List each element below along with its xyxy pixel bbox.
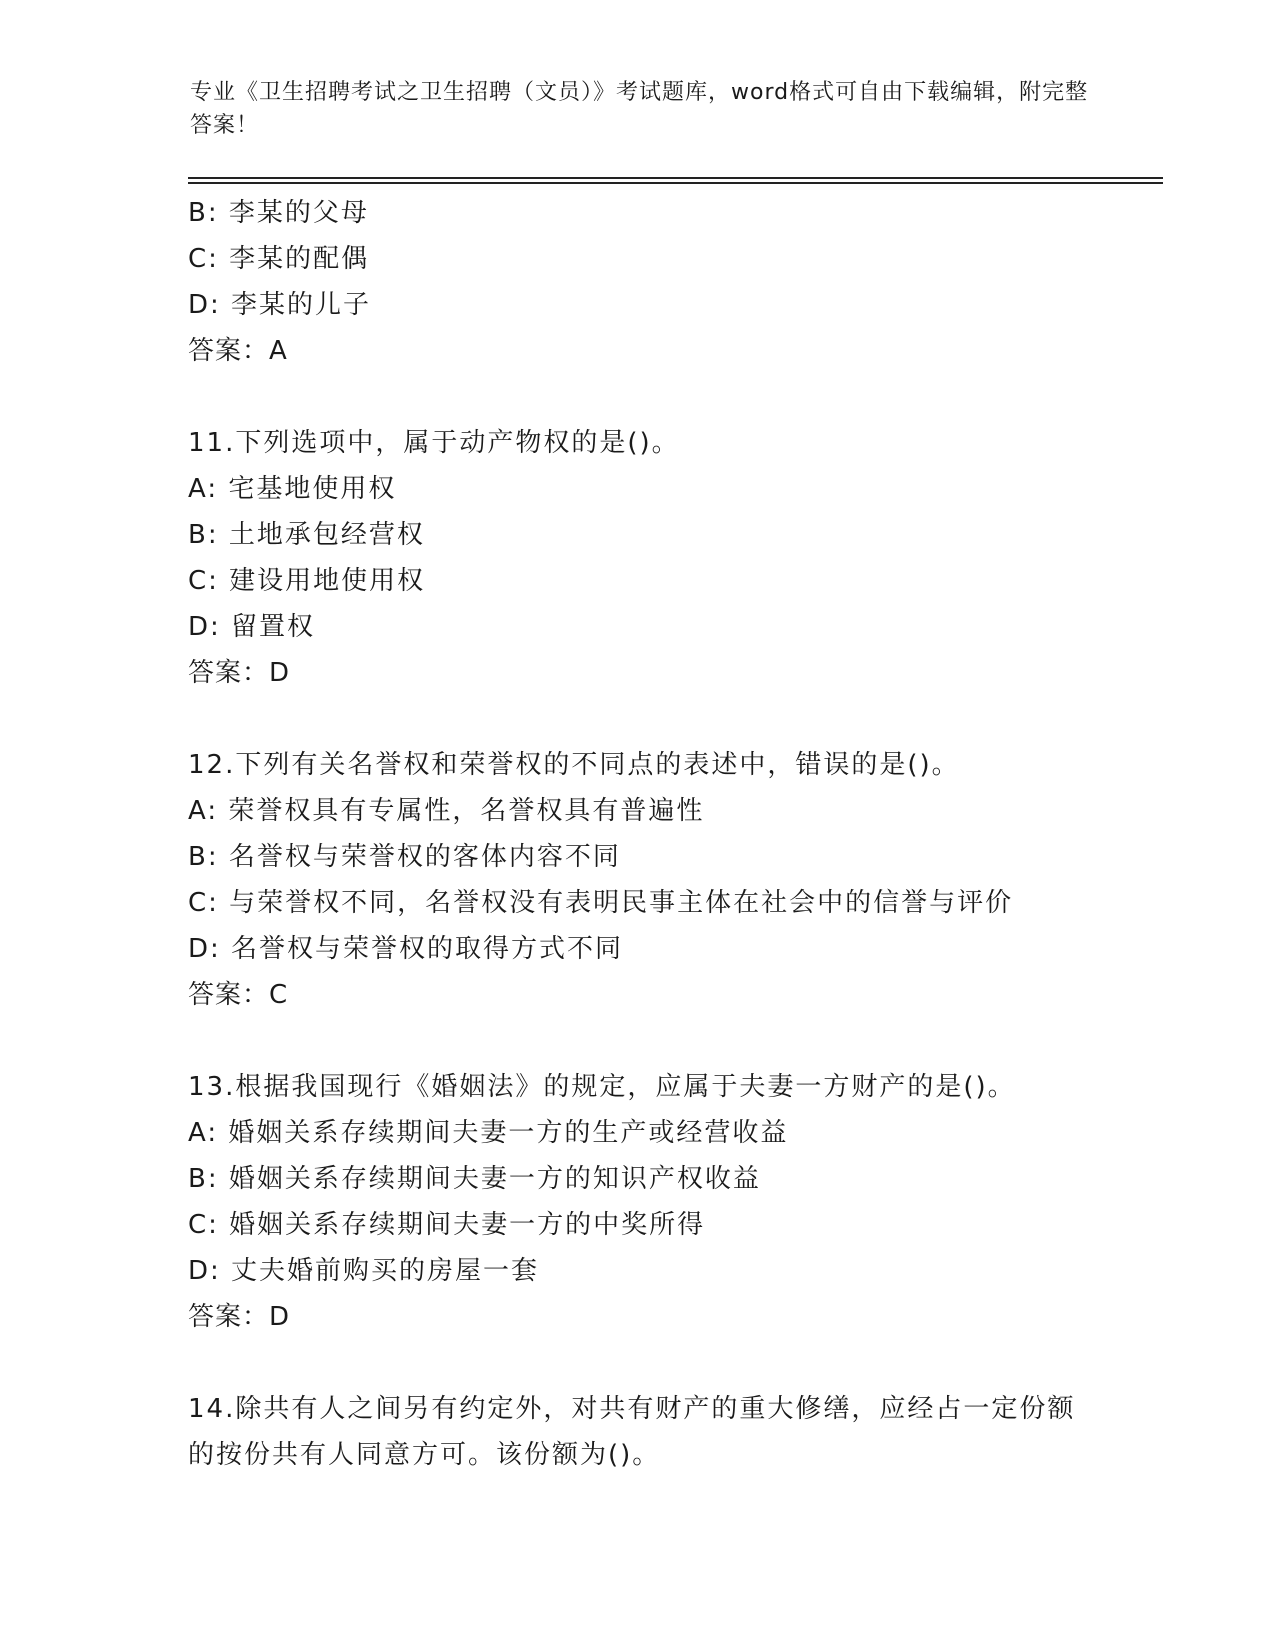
option-b: B: 李某的父母 [188,198,369,228]
question-stem: 12.下列有关名誉权和荣誉权的不同点的表述中，错误的是()。 [188,750,960,780]
answer-line: 答案：A [188,336,288,366]
option-d: D: 名誉权与荣誉权的取得方式不同 [188,934,624,964]
answer-line: 答案：C [188,980,289,1010]
question-13 [188,1064,1168,1340]
document-header: 专业《卫生招聘考试之卫生招聘（文员）》考试题库，word格式可自由下载编辑，附完整答案！ [190,80,1089,138]
spacer [188,1018,1168,1064]
option-d: D: 留置权 [188,612,316,642]
header-rule-top [188,177,1163,179]
option-b: B: 名誉权与荣誉权的客体内容不同 [188,842,621,872]
spacer [188,374,1168,420]
option-c: C: 与荣誉权不同，名誉权没有表明民事主体在社会中的信誉与评价 [188,888,1014,918]
option-c: C: 建设用地使用权 [188,566,426,596]
option-c: C: 李某的配偶 [188,244,370,274]
question-14 [188,1386,1168,1478]
option-a: A: 婚姻关系存续期间夫妻一方的生产或经营收益 [188,1118,789,1148]
question-12 [188,742,1168,1018]
question-stem: 11.下列选项中，属于动产物权的是()。 [188,428,680,458]
option-b: B: 土地承包经营权 [188,520,425,550]
question-11 [188,420,1168,696]
spacer [188,696,1168,742]
option-d: D: 李某的儿子 [188,290,372,320]
option-b: B: 婚姻关系存续期间夫妻一方的知识产权收益 [188,1164,761,1194]
header-rule-bottom [188,182,1163,184]
answer-line: 答案：D [188,1302,291,1332]
option-d: D: 丈夫婚前购买的房屋一套 [188,1256,540,1286]
answer-line: 答案：D [188,658,291,688]
question-list [188,190,1168,1478]
question-stem: 14.除共有人之间另有约定外，对共有财产的重大修缮，应经占一定份额的按份共有人同意方可。该份额为()。 [188,1394,1076,1470]
option-a: A: 荣誉权具有专属性，名誉权具有普遍性 [188,796,705,826]
question-stem: 13.根据我国现行《婚姻法》的规定，应属于夫妻一方财产的是()。 [188,1072,1016,1102]
option-c: C: 婚姻关系存续期间夫妻一方的中奖所得 [188,1210,706,1240]
spacer [188,1340,1168,1386]
option-a: A: 宅基地使用权 [188,474,397,504]
question-10-partial [188,190,1168,374]
